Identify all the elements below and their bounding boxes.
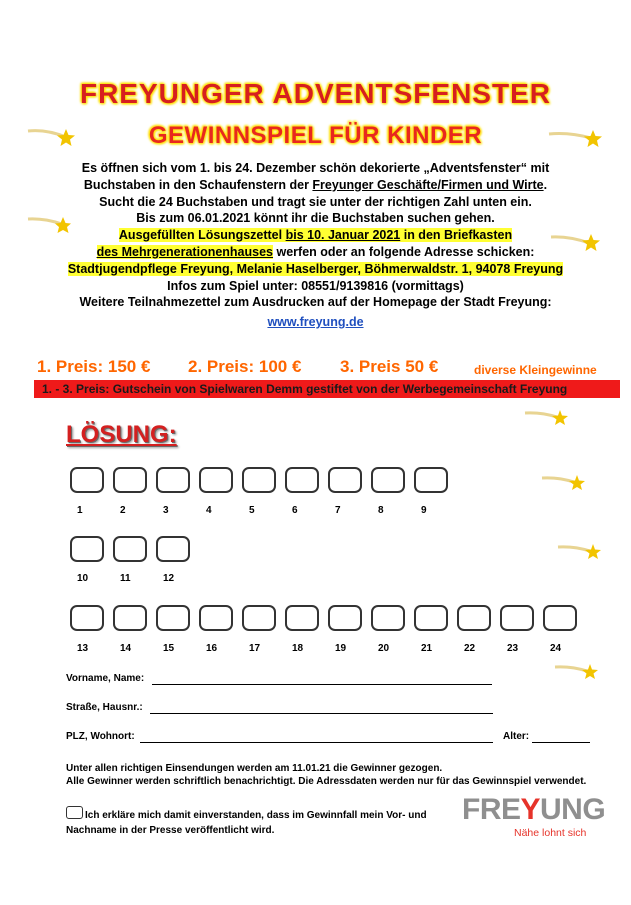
letter-box-number: 1 [77, 505, 83, 516]
letter-box[interactable] [414, 605, 448, 631]
draw-notes [66, 762, 586, 788]
shooting-star-icon [556, 540, 602, 562]
letter-box[interactable] [500, 605, 534, 631]
letter-box-number: 13 [77, 643, 89, 654]
name-field[interactable] [152, 684, 492, 685]
letter-box[interactable] [199, 467, 233, 493]
freyung-logo [462, 793, 605, 827]
logo-tagline: Nähe lohnt sich [514, 827, 587, 839]
letter-box[interactable] [328, 605, 362, 631]
deadline-underlined: bis 10. Januar 2021 [285, 228, 401, 243]
letter-box-number: 23 [507, 643, 519, 654]
letter-box[interactable] [371, 605, 405, 631]
intro-line: Es öffnen sich vom 1. bis 24. Dezember schön dekorierte „Adventsfenster“ mit [81, 161, 550, 175]
letter-box[interactable] [371, 467, 405, 493]
letter-box[interactable] [113, 467, 147, 493]
street-label: Straße, Hausnr.: [66, 702, 143, 713]
intro-line: Weitere Teilnahmezettel zum Ausdrucken auf der Homepage der Stadt Freyung: [79, 295, 552, 310]
letter-box[interactable] [285, 605, 319, 631]
consent-line [66, 806, 456, 823]
age-label: Alter: [503, 731, 530, 742]
small-prizes: diverse Kleingewinne [474, 363, 597, 377]
intro-line: Sucht die 24 Buchstaben und tragt sie unter der richtigen Zahl unten ein. [99, 194, 532, 209]
letter-box-number: 21 [421, 643, 433, 654]
letter-box[interactable] [70, 467, 104, 493]
letter-box-number: 2 [120, 505, 126, 516]
logo-text-y: Y [520, 793, 541, 826]
intro-text-span: werfen oder an folgende Adresse schicken: [273, 244, 535, 259]
letter-box[interactable] [242, 467, 276, 493]
letter-box-number: 3 [163, 505, 169, 516]
intro-text-span: . [543, 177, 548, 192]
letter-box-number: 16 [206, 643, 218, 654]
age-field[interactable] [532, 742, 590, 743]
intro-line: Infos zum Spiel unter: 08551/9139816 (vormittags) [167, 278, 464, 293]
consent-line-text: Ich erkläre mich damit einverstanden, dass im Gewinnfall mein Vor- und [85, 810, 427, 821]
note-line: Alle Gewinner werden schriftlich benachrichtigt. Die Adressdaten werden nur für das Gewinnspiel verwendet. [66, 776, 587, 787]
consent-text [66, 806, 456, 838]
shooting-star-icon [553, 660, 599, 682]
letter-box-number: 20 [378, 643, 390, 654]
website-link[interactable]: www.freyung.de [267, 315, 364, 330]
letter-box-number: 14 [120, 643, 132, 654]
letter-box[interactable] [156, 467, 190, 493]
intro-text-span: Buchstaben in den Schaufenstern der [83, 177, 313, 192]
third-prize: 3. Preis 50 € [340, 357, 439, 376]
logo-text: UNG [540, 793, 606, 826]
logo-text: FRE [462, 793, 521, 826]
letter-box-number: 4 [206, 505, 212, 516]
intro-line [0, 227, 631, 244]
letter-box[interactable] [113, 536, 147, 562]
letter-box[interactable] [328, 467, 362, 493]
letter-box-number: 15 [163, 643, 175, 654]
shops-underlined: Freyunger Geschäfte/Firmen und Wirte [312, 177, 544, 192]
city-field[interactable] [140, 742, 493, 743]
letter-box-number: 6 [292, 505, 298, 516]
letter-box[interactable] [543, 605, 577, 631]
city-label: PLZ, Wohnort: [66, 731, 135, 742]
letter-box-number: 10 [77, 573, 89, 584]
second-prize: 2. Preis: 100 € [188, 357, 302, 376]
intro-line [0, 261, 631, 278]
letter-box-number: 8 [378, 505, 384, 516]
name-label: Vorname, Name: [66, 673, 145, 684]
letter-box-number: 22 [464, 643, 476, 654]
first-prize: 1. Preis: 150 € [37, 357, 151, 376]
mgh-underlined: des Mehrgenerationenhauses [96, 244, 274, 259]
letter-box[interactable] [285, 467, 319, 493]
address-highlighted: Stadtjugendpflege Freyung, Melanie Haselberger, Böhmerwaldstr. 1, 94078 Freyung [67, 261, 564, 276]
letter-box-number: 24 [550, 643, 562, 654]
intro-line [0, 177, 631, 194]
intro-line: Bis zum 06.01.2021 könnt ihr die Buchstaben suchen gehen. [136, 211, 495, 226]
intro-text-span: in den Briefkasten [400, 228, 513, 243]
letter-box[interactable] [414, 467, 448, 493]
intro-line [0, 314, 631, 331]
solution-heading: LÖSUNG: [66, 421, 177, 448]
street-field[interactable] [150, 713, 493, 714]
note-line: Unter allen richtigen Einsendungen werden am 11.01.21 die Gewinner gezogen. [66, 763, 443, 774]
shooting-star-icon [523, 406, 569, 428]
letter-box-number: 18 [292, 643, 304, 654]
shooting-star-icon [540, 471, 586, 493]
letter-box[interactable] [70, 605, 104, 631]
letter-box[interactable] [199, 605, 233, 631]
letter-box[interactable] [156, 536, 190, 562]
highlighted-text [119, 228, 512, 242]
letter-box-number: 5 [249, 505, 255, 516]
letter-box[interactable] [242, 605, 276, 631]
letter-box-number: 7 [335, 505, 341, 516]
sponsor-banner: 1. - 3. Preis: Gutschein von Spielwaren Demm gestiftet von der Werbegemeinschaft Freyung [34, 380, 620, 398]
highlighted-text [97, 245, 273, 259]
letter-box-number: 17 [249, 643, 261, 654]
intro-text-span: Ausgefüllten Lösungszettel [118, 228, 286, 243]
letter-box-number: 19 [335, 643, 347, 654]
letter-box[interactable] [156, 605, 190, 631]
page-subtitle: GEWINNSPIEL FÜR KINDER [148, 122, 483, 149]
letter-box[interactable] [70, 536, 104, 562]
letter-box-number: 12 [163, 573, 175, 584]
intro-line [0, 244, 631, 261]
consent-checkbox[interactable] [66, 806, 83, 819]
page-title: FREYUNGER ADVENTSFENSTER [79, 78, 551, 109]
letter-box[interactable] [457, 605, 491, 631]
intro-text [0, 160, 631, 331]
consent-line: Nachname in der Presse veröffentlicht wird. [66, 825, 275, 836]
letter-box-number: 11 [120, 573, 131, 584]
letter-box-number: 9 [421, 505, 427, 516]
letter-box[interactable] [113, 605, 147, 631]
